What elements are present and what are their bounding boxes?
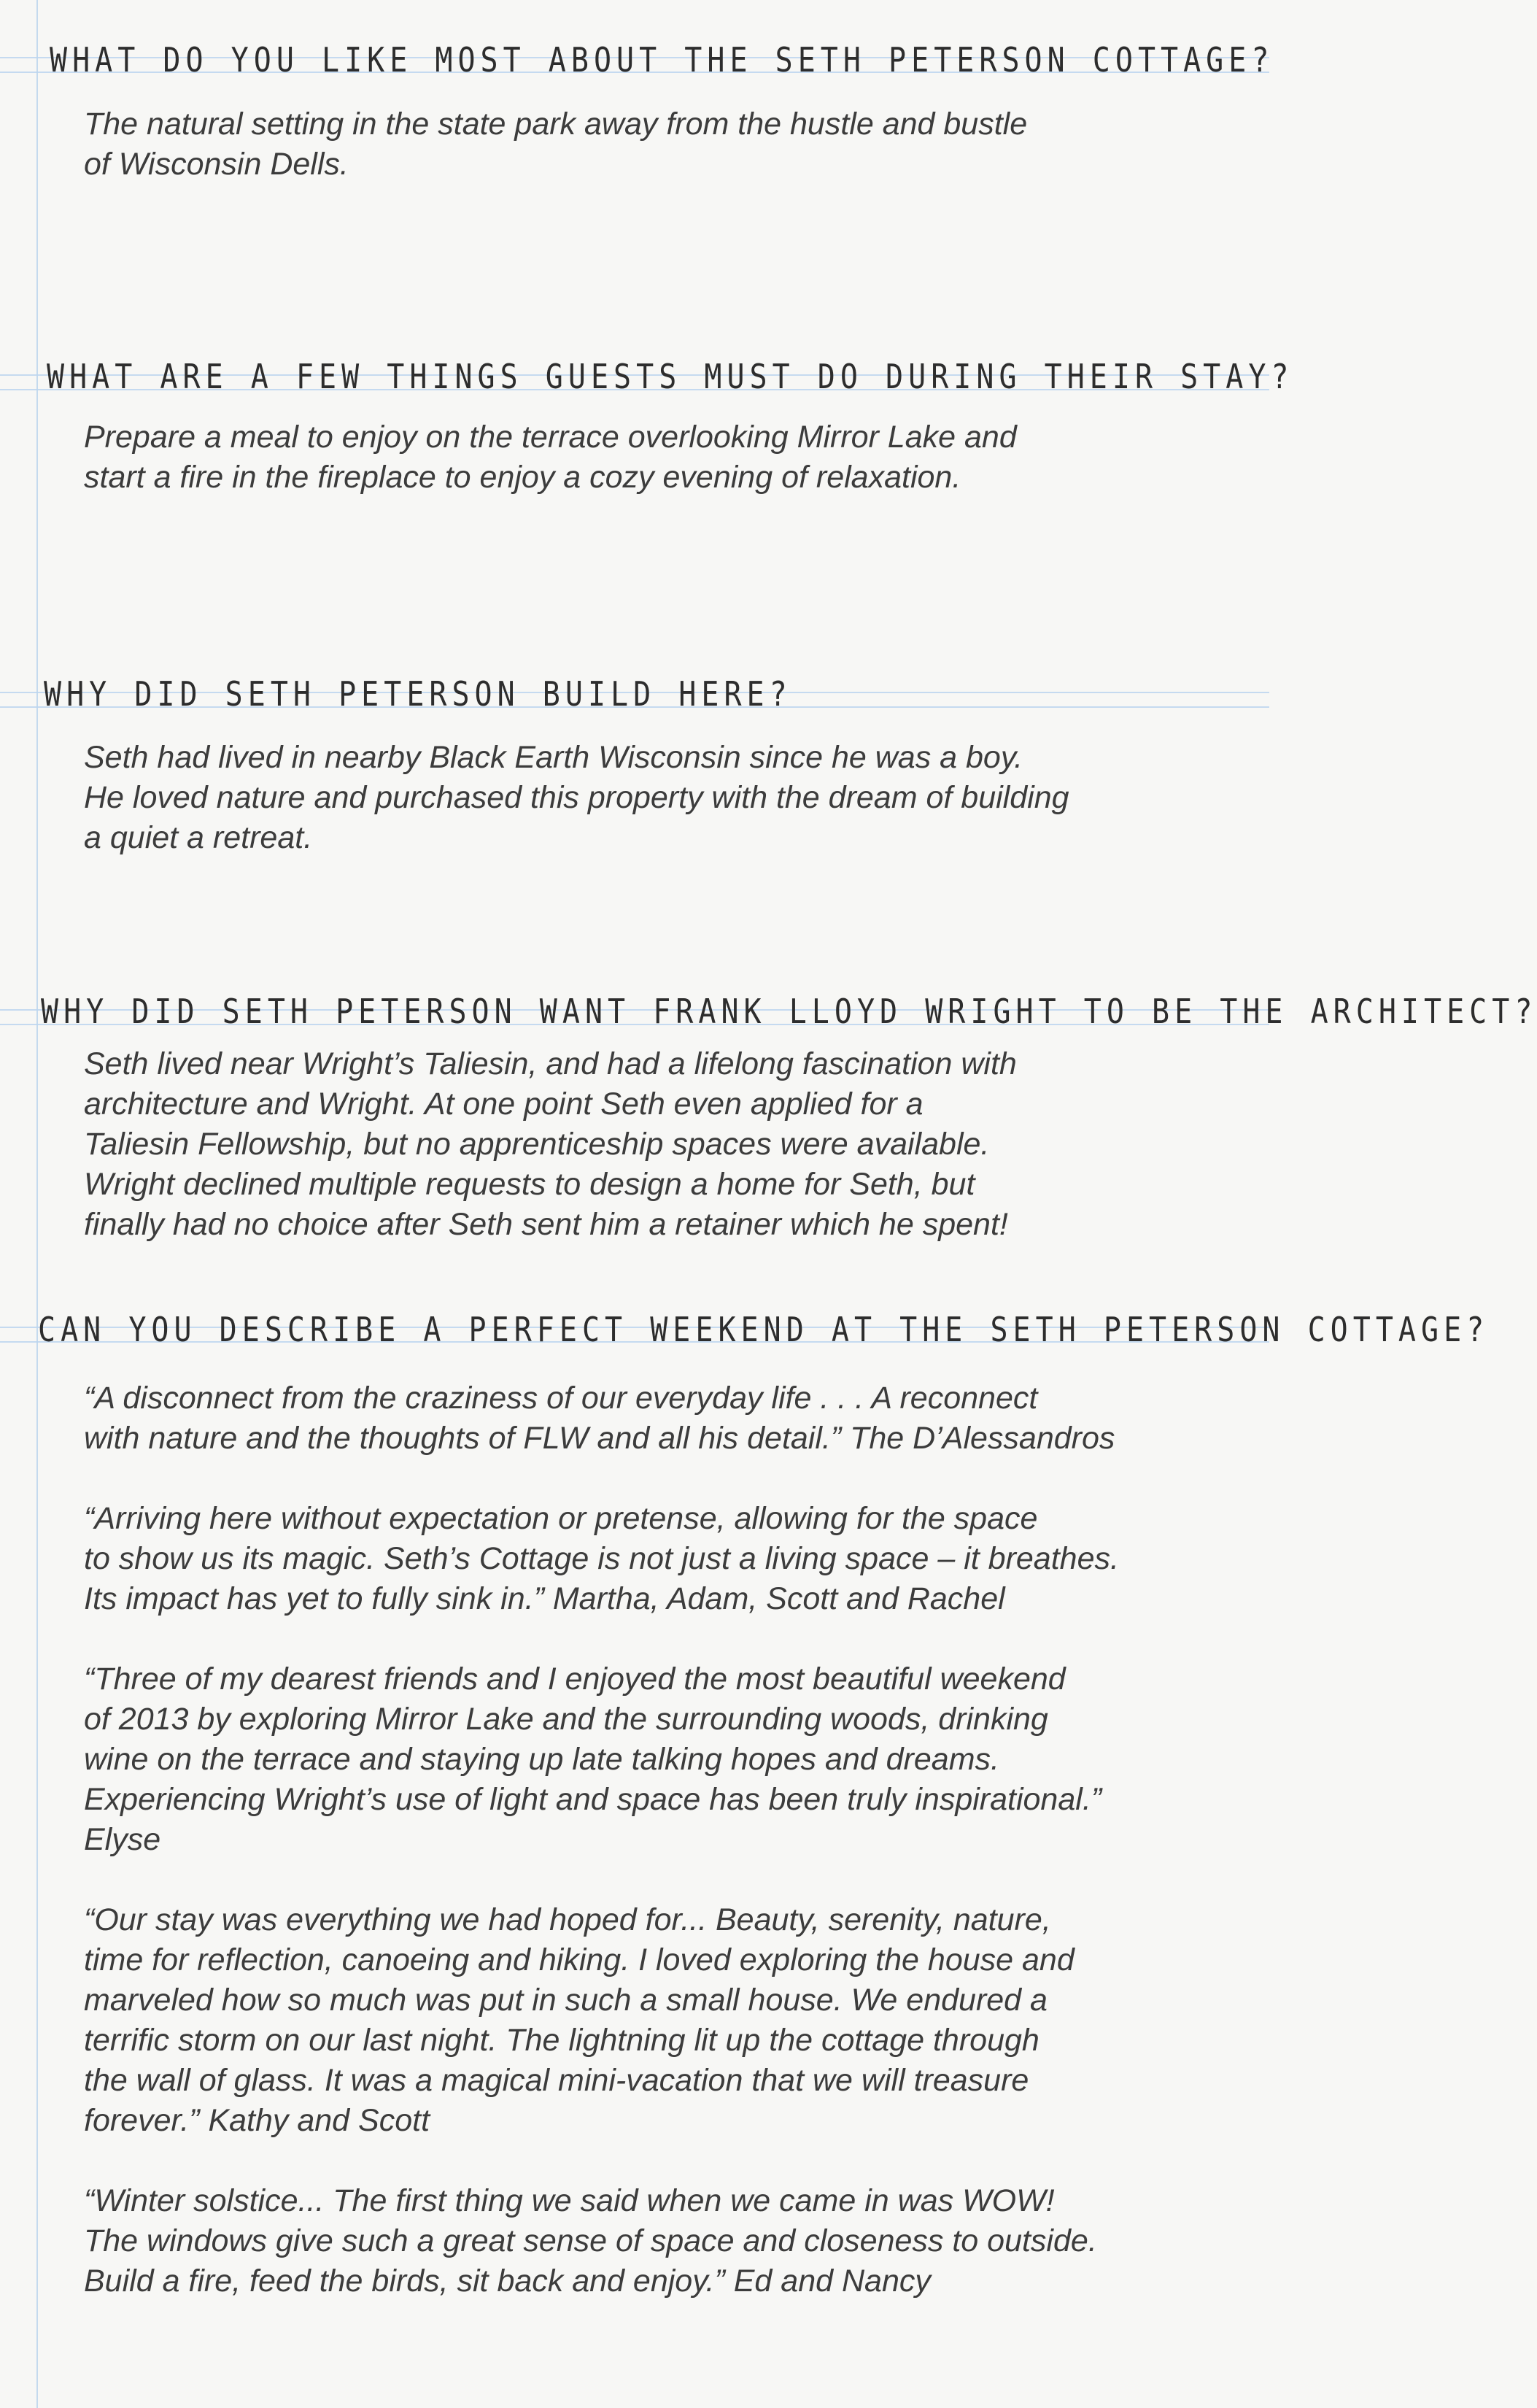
answer-line: The windows give such a great sense of space and closeness to outside.: [84, 2223, 1097, 2258]
answer-line: Build a fire, feed the birds, sit back and enjoy.” Ed and Nancy: [84, 2264, 931, 2299]
answer-5: [84, 1378, 1119, 2301]
answer-line: Elyse: [84, 1822, 161, 1857]
answer-line: marveled how so much was put in such a small house. We endured a: [84, 1983, 1048, 2018]
answer-2: [84, 417, 1017, 498]
answer-line: to show us its magic. Seth’s Cottage is not just a living space – it breathes.: [84, 1541, 1119, 1576]
margin-line: [36, 0, 38, 2408]
answer-line: “Our stay was everything we had hoped for... Beauty, serenity, nature,: [84, 1902, 1051, 1937]
answer-line: Wright declined multiple requests to design a home for Seth, but: [84, 1167, 975, 1202]
answer-line: The natural setting in the state park away from the hustle and bustle: [84, 107, 1028, 142]
answer-4: [84, 1044, 1017, 1245]
answer-line: Seth lived near Wright’s Taliesin, and had a lifelong fascination with: [84, 1046, 1017, 1081]
answer-line: of 2013 by exploring Mirror Lake and the surrounding woods, drinking: [84, 1702, 1048, 1737]
answer-line: He loved nature and purchased this property with the dream of building: [84, 780, 1069, 815]
answer-paragraph: [84, 417, 1017, 498]
question-3: WHY DID SETH PETERSON BUILD HERE?: [44, 675, 792, 714]
testimonial-paragraph: [84, 2181, 1119, 2301]
question-4: WHY DID SETH PETERSON WANT FRANK LLOYD WRIGHT TO BE THE ARCHITECT?: [41, 992, 1537, 1032]
question-5: CAN YOU DESCRIBE A PERFECT WEEKEND AT THE SETH PETERSON COTTAGE?: [38, 1311, 1490, 1350]
answer-line: a quiet a retreat.: [84, 820, 313, 855]
answer-3: [84, 738, 1069, 858]
answer-paragraph: [84, 738, 1069, 858]
answer-line: Its impact has yet to fully sink in.” Martha, Adam, Scott and Rachel: [84, 1581, 1005, 1616]
question-2: WHAT ARE A FEW THINGS GUESTS MUST DO DURING THEIR STAY?: [47, 358, 1294, 397]
answer-line: architecture and Wright. At one point Seth even applied for a: [84, 1087, 924, 1122]
testimonial-paragraph: [84, 1900, 1119, 2141]
answer-line: wine on the terrace and staying up late talking hopes and dreams.: [84, 1742, 999, 1777]
answer-line: “Winter solstice... The first thing we said when we came in was WOW!: [84, 2183, 1055, 2218]
answer-line: Prepare a meal to enjoy on the terrace overlooking Mirror Lake and: [84, 420, 1017, 455]
answer-line: forever.” Kathy and Scott: [84, 2103, 430, 2138]
answer-line: Seth had lived in nearby Black Earth Wisconsin since he was a boy.: [84, 740, 1023, 775]
answer-line: start a fire in the fireplace to enjoy a cozy evening of relaxation.: [84, 460, 961, 495]
answer-paragraph: [84, 1044, 1017, 1245]
answer-line: Taliesin Fellowship, but no apprenticeship spaces were available.: [84, 1127, 990, 1162]
answer-line: terrific storm on our last night. The lightning lit up the cottage through: [84, 2023, 1039, 2058]
answer-1: [84, 104, 1027, 185]
testimonial-paragraph: [84, 1659, 1119, 1860]
question-1: WHAT DO YOU LIKE MOST ABOUT THE SETH PETERSON COTTAGE?: [50, 41, 1274, 80]
answer-line: the wall of glass. It was a magical mini-vacation that we will treasure: [84, 2063, 1029, 2098]
answer-line: time for reflection, canoeing and hiking. I loved exploring the house and: [84, 1942, 1075, 1977]
testimonial-paragraph: [84, 1499, 1119, 1619]
answer-paragraph: [84, 104, 1027, 185]
answer-line: with nature and the thoughts of FLW and all his detail.” The D’Alessandros: [84, 1421, 1115, 1456]
answer-line: “Three of my dearest friends and I enjoyed the most beautiful weekend: [84, 1662, 1066, 1697]
answer-line: finally had no choice after Seth sent him a retainer which he spent!: [84, 1207, 1008, 1242]
answer-line: “Arriving here without expectation or pretense, allowing for the space: [84, 1501, 1038, 1536]
answer-line: of Wisconsin Dells.: [84, 147, 349, 182]
testimonial-paragraph: [84, 1378, 1119, 1459]
answer-line: “A disconnect from the craziness of our everyday life . . . A reconnect: [84, 1381, 1038, 1416]
answer-line: Experiencing Wright’s use of light and space has been truly inspirational.”: [84, 1782, 1102, 1817]
